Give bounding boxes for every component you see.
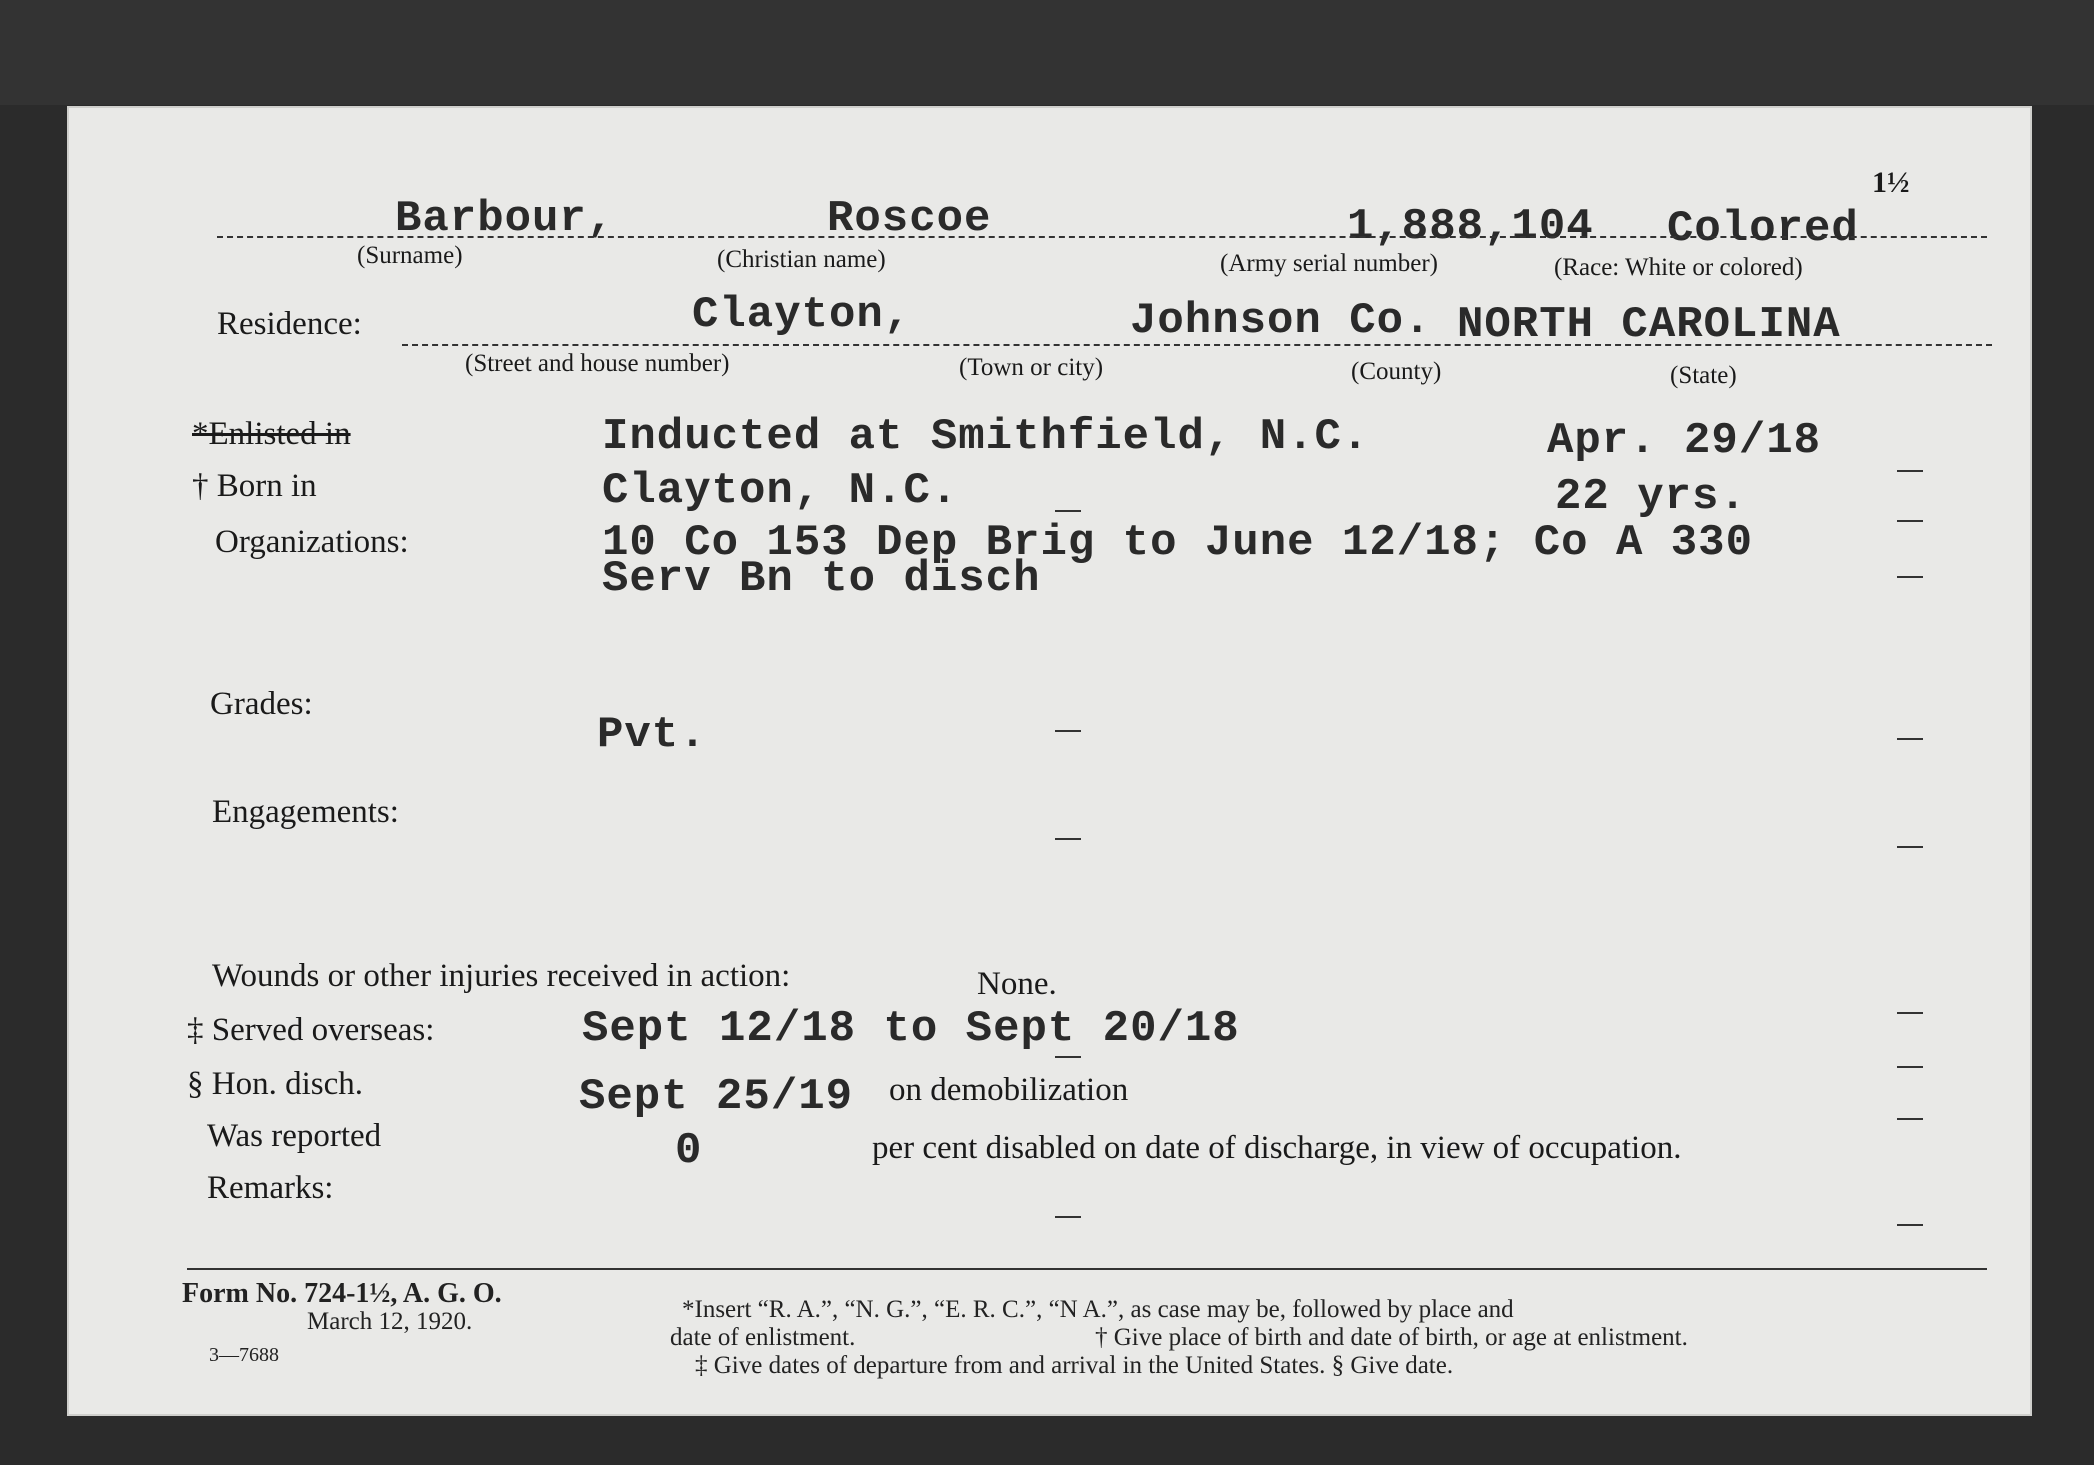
footnote-1b: date of enlistment. — [670, 1324, 856, 1351]
wounds-label: Wounds or other injuries received in action: — [212, 958, 791, 994]
enlisted-value: Inducted at Smithfield, N.C. — [602, 412, 1370, 462]
born-age: 22 yrs. — [1555, 472, 1747, 522]
street-caption: (Street and house number) — [465, 350, 730, 377]
card-number: 1½ — [1872, 166, 1910, 199]
residence-town: Clayton, — [692, 290, 912, 340]
tick-mark — [1055, 730, 1081, 732]
organizations-label: Organizations: — [215, 524, 409, 560]
tick-mark — [1055, 1056, 1081, 1058]
overseas-value: Sept 12/18 to Sept 20/18 — [582, 1004, 1240, 1054]
christian-name-value: Roscoe — [827, 194, 992, 244]
service-record-card — [67, 106, 2032, 1416]
footnote-1a: *Insert “R. A.”, “N. G.”, “E. R. C.”, “N A.”, as case may be, followed by place and — [682, 1296, 1514, 1323]
tick-mark — [1055, 510, 1081, 512]
remarks-label: Remarks: — [207, 1170, 334, 1206]
residence-line — [402, 344, 1992, 346]
wounds-value: None. — [977, 966, 1057, 1002]
tick-mark — [1897, 1118, 1923, 1120]
tick-mark — [1055, 1216, 1081, 1218]
state-caption: (State) — [1670, 362, 1737, 389]
serial-number-value: 1,888,104 — [1347, 202, 1594, 252]
engagements-label: Engagements: — [212, 794, 399, 830]
form-number: Form No. 724-1½, A. G. O. — [182, 1278, 502, 1309]
tick-mark — [1897, 1066, 1923, 1068]
residence-state: NORTH CAROLINA — [1457, 300, 1841, 350]
reported-value: 0 — [675, 1126, 703, 1176]
organizations-line-1: 10 Co 153 Dep Brig to June 12/18; Co A 330 — [602, 518, 1753, 568]
grades-label: Grades: — [210, 686, 313, 722]
overseas-label: ‡ Served overseas: — [187, 1012, 435, 1048]
race-caption: (Race: White or colored) — [1554, 254, 1803, 281]
born-value: Clayton, N.C. — [602, 466, 959, 516]
surname-caption: (Surname) — [357, 242, 463, 269]
serial-number-caption: (Army serial number) — [1220, 250, 1438, 277]
enlisted-date: Apr. 29/18 — [1547, 416, 1822, 466]
born-label: † Born in — [192, 468, 317, 504]
surname-value: Barbour, — [395, 194, 615, 244]
scanner-background — [0, 0, 2094, 105]
footnote-2: † Give place of birth and date of birth, or age at enlistment. — [1095, 1324, 1688, 1351]
town-caption: (Town or city) — [959, 354, 1104, 381]
reported-note: per cent disabled on date of discharge, in view of occupation. — [872, 1130, 1682, 1166]
county-caption: (County) — [1351, 358, 1442, 385]
tick-mark — [1897, 846, 1923, 848]
discharge-note: on demobilization — [889, 1072, 1129, 1108]
christian-name-caption: (Christian name) — [717, 246, 886, 273]
grades-value: Pvt. — [597, 710, 707, 760]
tick-mark — [1055, 838, 1081, 840]
print-code: 3—7688 — [209, 1344, 279, 1366]
footer-rule — [187, 1268, 1987, 1270]
name-line — [217, 236, 1987, 238]
form-date: March 12, 1920. — [307, 1308, 473, 1335]
organizations-line-2: Serv Bn to disch — [602, 554, 1041, 604]
tick-mark — [1897, 470, 1923, 472]
tick-mark — [1897, 1012, 1923, 1014]
residence-label: Residence: — [217, 306, 362, 342]
reported-label: Was reported — [207, 1118, 382, 1154]
footnote-3: ‡ Give dates of departure from and arrival in the United States. § Give date. — [695, 1352, 1454, 1379]
residence-county: Johnson Co. — [1130, 296, 1432, 346]
tick-mark — [1897, 738, 1923, 740]
discharge-label: § Hon. disch. — [187, 1066, 363, 1102]
enlisted-label: *Enlisted in — [192, 416, 351, 452]
tick-mark — [1897, 576, 1923, 578]
tick-mark — [1897, 1224, 1923, 1226]
tick-mark — [1897, 520, 1923, 522]
discharge-value: Sept 25/19 — [579, 1072, 854, 1122]
race-value: Colored — [1667, 204, 1859, 254]
